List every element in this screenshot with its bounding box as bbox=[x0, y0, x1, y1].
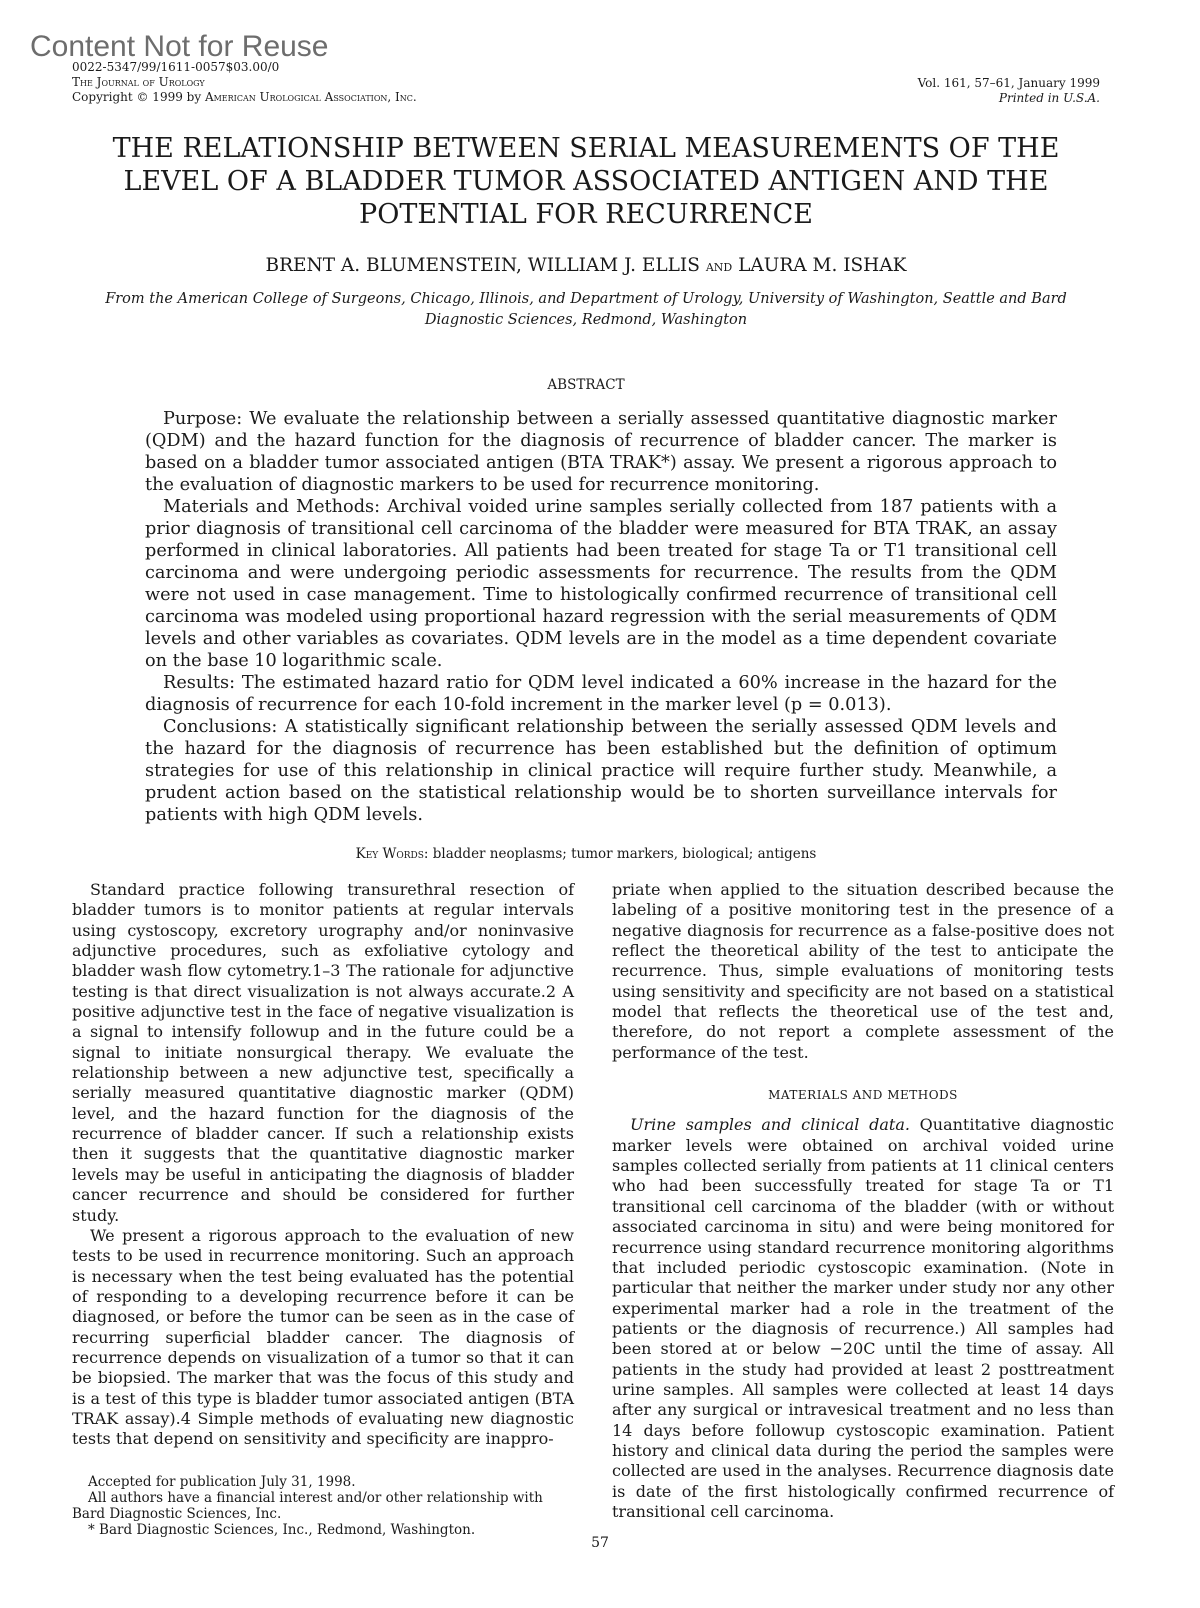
affiliation: From the American College of Surgeons, Chicago, Illinois, and Department of Urology, University of Washington, Seattle and Bard Diagnostic Sciences, Redmond, Washington bbox=[105, 291, 1067, 328]
abstract-purpose: Purpose: We evaluate the relationship between a serially assessed quantitative diagnostic marker (QDM) and the hazard function for the diagnosis of recurrence of bladder cancer. The marker is based on a bladder tumor associated antigen (BTA TRAK*) assay. We present a rigorous approach to the evaluation of diagnostic markers to be used for recurrence monitoring. bbox=[145, 409, 1057, 495]
abstract-conclusions: Conclusions: A statistically significant relationship between the serially assessed QDM levels and the hazard for the diagnosis of recurrence has been established but the definition of optimum strategies for use of this relationship in clinical practice will require further study. Meanwhile, a prudent action based on the statistical relationship would be to shorten surveillance intervals for patients with high QDM levels. bbox=[145, 717, 1057, 825]
copyright-prefix: Copyright © 1999 by bbox=[72, 90, 205, 104]
methods-text: Quantitative diagnostic marker levels were obtained on archival voided urine samples collected serially from patients at 11 clinical centers who had been successfully treated for stage Ta or T1 transitional cell carcinoma of the bladder (with or without associated carcinoma in situ) and were being monitored for recurrence using standard recurrence monitoring algorithms that included periodic cystoscopic examination. (Note in particular that neither the marker under study nor any other experimental marker had a role in the treatment of the patients or the diagnosis of recurrence.) All samples had been stored at or below −20C until the time of assay. All patients in the study had provided at least 2 posttreatment urine samples. All samples were collected at least 14 days after any surgical or intravesical treatment and no less than 14 days before followup cystoscopic examination. Patient history and clinical data during the period the samples were collected are used in the analyses. Recurrence diagnosis date is date of the first histologically confirmed recurrence of transitional cell carcinoma. bbox=[612, 1115, 1114, 1521]
intro-continuation: priate when applied to the situation described because the labeling of a positive monitoring test in the presence of a negative diagnosis for recurrence as a false-positive does not reflect the theoretical ability of the test to anticipate the recurrence. Thus, simple evaluations of monitoring tests using sensitivity and specificity are not based on a statistical model that reflects the theoretical use of the test and, therefore, do not report a complete assessment of the performance of the test. bbox=[612, 880, 1114, 1062]
printed-line: Printed in U.S.A. bbox=[998, 91, 1100, 105]
footnote-accepted: Accepted for publication July 31, 1998. bbox=[88, 1474, 356, 1490]
section-heading-methods: MATERIALS AND METHODS bbox=[768, 1088, 958, 1103]
article-code: 0022-5347/99/1611-0057$03.00/0 bbox=[72, 60, 280, 74]
abstract bbox=[145, 408, 1057, 826]
methods-subheading: Urine samples and clinical data. bbox=[630, 1115, 910, 1135]
author-and: and bbox=[705, 257, 733, 275]
page-number: 57 bbox=[591, 1535, 609, 1551]
keywords-label: Key Words: bbox=[355, 846, 429, 862]
abstract-heading: ABSTRACT bbox=[547, 377, 625, 393]
footnote-interest: All authors have a financial interest and/or other relationship with Bard Diagnostic Sciences, Inc. bbox=[72, 1490, 543, 1522]
publisher: American Urological Association, Inc. bbox=[204, 90, 417, 104]
volume-info bbox=[918, 76, 1100, 106]
footnote-bard: * Bard Diagnostic Sciences, Inc., Redmond, Washington. bbox=[88, 1522, 476, 1538]
intro-paragraph-1: Standard practice following transurethral resection of bladder tumors is to monitor patients at regular intervals using cystoscopy, excretory urography and/or noninvasive adjunctive procedures, such as exfoliative cytology and bladder wash flow cytometry.1–3 The rationale for adjunctive testing is that direct visualization is not always accurate.2 A positive adjunctive test in the face of negative visualization is a signal to intensify followup and in the future could be a signal to initiate nonsurgical therapy. We evaluate the relationship between a new adjunctive test, specifically a serially measured quantitative diagnostic marker (QDM) level, and the hazard function for the diagnosis of the recurrence of bladder cancer. If such a relationship exists then it suggests that the quantitative diagnostic marker levels may be useful in anticipating the diagnosis of bladder cancer recurrence and should be considered for further study. bbox=[72, 880, 574, 1225]
watermark: Content Not for Reuse bbox=[30, 30, 329, 63]
keywords-text: bladder neoplasms; tumor markers, biological; antigens bbox=[432, 846, 817, 862]
keywords bbox=[72, 846, 1100, 862]
journal-name: The Journal of Urology bbox=[72, 75, 205, 89]
body-column-left bbox=[72, 880, 574, 1450]
body-column-right bbox=[612, 880, 1114, 1522]
methods-paragraph bbox=[612, 1115, 1114, 1522]
article-title: THE RELATIONSHIP BETWEEN SERIAL MEASUREMENTS OF THE LEVEL OF A BLADDER TUMOR ASSOCIATED ANTIGEN AND THE POTENTIAL FOR RECURRENCE bbox=[112, 133, 1060, 230]
author-names-1: BRENT A. BLUMENSTEIN, WILLIAM J. ELLIS bbox=[265, 255, 700, 276]
volume-line: Vol. 161, 57–61, January 1999 bbox=[917, 76, 1100, 90]
abstract-methods: Materials and Methods: Archival voided urine samples serially collected from 187 patients with a prior diagnosis of transitional cell carcinoma of the bladder were measured for BTA TRAK, an assay performed in clinical laboratories. All patients had been treated for stage Ta or T1 transitional cell carcinoma and were undergoing periodic assessments for recurrence. The results from the QDM were not used in case management. Time to histologically confirmed recurrence of transitional cell carcinoma was modeled using proportional hazard regression with the serial measurements of QDM levels and other variables as covariates. QDM levels are in the model as a time dependent covariate on the base 10 logarithmic scale. bbox=[145, 497, 1057, 671]
author-names-2: LAURA M. ISHAK bbox=[738, 255, 907, 276]
author-line bbox=[72, 255, 1100, 276]
footnotes bbox=[72, 1474, 574, 1538]
copyright-line bbox=[72, 90, 417, 105]
journal-header bbox=[72, 60, 417, 105]
abstract-results: Results: The estimated hazard ratio for QDM level indicated a 60% increase in the hazard for the diagnosis of recurrence for each 10-fold increment in the marker level (p = 0.013). bbox=[145, 673, 1057, 715]
intro-paragraph-2: We present a rigorous approach to the evaluation of new tests to be used in recurrence monitoring. Such an approach is necessary when the test being evaluated has the potential of responding to a developing recurrence before it can be diagnosed, or before the tumor can be seen as in the case of recurring superficial bladder cancer. The diagnosis of recurrence depends on visualization of a tumor so that it can be biopsied. The marker that was the focus of this study and is a test of this type is bladder tumor associated antigen (BTA TRAK assay).4 Simple methods of evaluating new diagnostic tests that depend on sensitivity and specificity are inappro- bbox=[72, 1225, 574, 1449]
